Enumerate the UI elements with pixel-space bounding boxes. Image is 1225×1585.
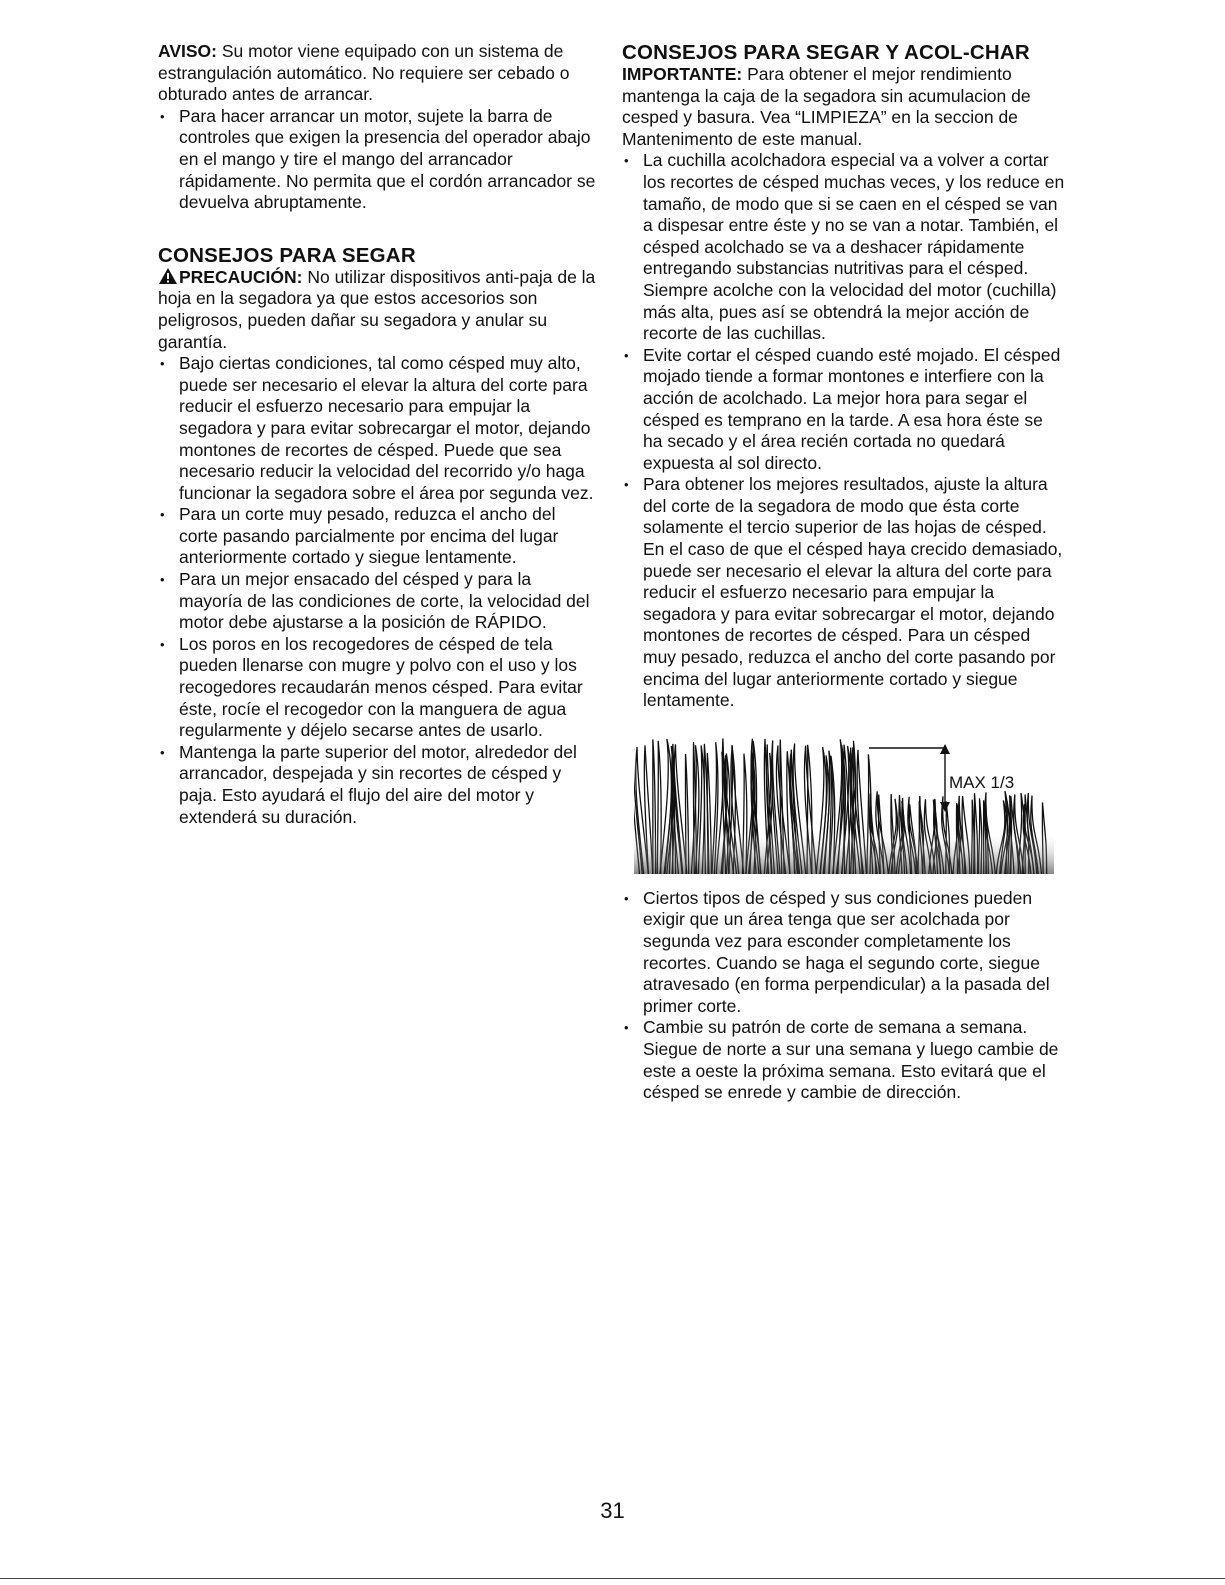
caution-label: PRECAUCIÓN: xyxy=(179,266,303,287)
mowing-tips-list xyxy=(158,353,598,828)
caution-text: No utilizar dispositivos anti-paja de la hoja en la segadora ya que estos accesorios son peligrosos, pueden dañar su segadora y anular su garantía. xyxy=(158,266,596,352)
list-item: • Los poros en los recogedores de césped de tela pueden llenarse con mugre y polvo con el uso y los recogedores recaudarán menos césped. Para evitar éste, rocíe el recogedor con la manguera de agua regularmente y déjelo secarse antes de usarlo. xyxy=(158,634,598,742)
list-item: • Para hacer arrancar un motor, sujete la barra de controles que exigen la presencia del operador abajo en el mango y tire el mango del arrancador rápidamente. No permita que el cordón arrancador se devuelva abruptamente. xyxy=(158,106,598,214)
important-label: IMPORTANTE: xyxy=(622,64,743,84)
list-item: • Para un mejor ensacado del césped y para la mayoría de las condiciones de corte, la velocidad del motor debe ajustarse a la posición de RÁPIDO. xyxy=(158,569,598,634)
important-paragraph xyxy=(622,64,1067,150)
important-text: Para obtener el mejor rendimiento mantenga la caja de la segadora sin acumulacion de cesped y basura. Vea “LIMPIEZA” en la seccion de Mantenimento de este manual. xyxy=(622,64,1031,149)
left-column xyxy=(158,41,598,828)
footer-rule xyxy=(0,1578,1225,1579)
page-number: 31 xyxy=(600,1498,625,1523)
mulching-tips-list xyxy=(622,150,1067,711)
max-one-third-label: MAX 1/3 xyxy=(949,772,1015,792)
section-heading-mulching-tips: CONSEJOS PARA SEGAR Y ACOL-CHAR xyxy=(622,41,1030,64)
list-item: • Evite cortar el césped cuando esté mojado. El césped mojado tiende a formar montones e interfiere con la acción de acolchado. La mejor hora para segar el césped es temprano en la tarde. A esa hora éste se ha secado y el área recién cortada no quedará expuesta al sol directo. xyxy=(622,345,1067,475)
list-item: • Mantenga la parte superior del motor, alrededor del arrancador, despejada y sin recortes de césped y paja. Esto ayudará el flujo del aire del motor y extenderá su duración. xyxy=(158,742,598,828)
start-list xyxy=(158,106,598,214)
notice-text: Su motor viene equipado con un sistema de estrangulación automático. No requiere ser cebado o obturado antes de arrancar. xyxy=(158,41,570,105)
list-item: • Ciertos tipos de césped y sus condiciones pueden exigir que un área tenga que ser acolchada por segunda vez para esconder completamente los recortes. Cuando se haga el segundo corte, siegue atravesado (en forma perpendicular) a la pasada del primer corte. xyxy=(622,888,1067,1018)
list-item: • Cambie su patrón de corte de semana a semana. Siegue de norte a sur una semana y luego cambie de este a oeste la próxima semana. Esto evitará que el césped se enrede y cambie de dirección. xyxy=(622,1017,1067,1103)
list-item: • La cuchilla acolchadora especial va a volver a cortar los recortes de césped muchas veces, y los reduce en tamaño, de modo que si se caen en el césped se van a dispesar entre éste y no se van a notar. También, el césped acolchado se va a deshacer rápidamente entregando substancias nutritivas para el césped. Siempre acolche con la velocidad del motor (cuchilla) más alta, pues así se obtendrá la mejor acción de recorte de las cuchillas. xyxy=(622,150,1067,344)
grass-height-illustration xyxy=(634,736,1054,874)
caution-paragraph xyxy=(158,267,598,353)
list-item: • Para obtener los mejores resultados, ajuste la altura del corte de la segadora de modo que ésta corte solamente el tercio superior de las hojas de césped. En el caso de que el césped haya crecido demasiado, puede ser necesario el elevar la altura del corte para reducir el esfuerzo necesario para empujar la segadora y para evitar sobrecargar el motor, dejando montones de recortes de césped. Para un césped muy pesado, reduzca el ancho del corte pasando por encima del lugar anteriormente cortado y siegue lentamente. xyxy=(622,474,1067,712)
notice-label: AVISO: xyxy=(158,41,217,61)
section-heading-mowing-tips: CONSEJOS PARA SEGAR xyxy=(158,243,416,267)
warning-triangle-icon xyxy=(158,267,178,285)
grass-illustration-graphic xyxy=(634,736,1054,874)
notice-paragraph xyxy=(158,41,598,106)
right-column xyxy=(622,41,1067,1104)
list-item: • Bajo ciertas condiciones, tal como césped muy alto, puede ser necesario el elevar la altura del corte para reducir el esfuerzo necesario para empujar la segadora y para evitar sobrecargar el motor, dejando montones de recortes de césped. Puede que sea necesario reducir la velocidad del recorrido y/o haga funcionar la segadora sobre el área por segunda vez. xyxy=(158,353,598,504)
list-item: • Para un corte muy pesado, reduzca el ancho del corte pasando parcialmente por encima del lugar anteriormente cortado y siegue lentamente. xyxy=(158,504,598,569)
mulching-tips-list-continued xyxy=(622,888,1067,1104)
